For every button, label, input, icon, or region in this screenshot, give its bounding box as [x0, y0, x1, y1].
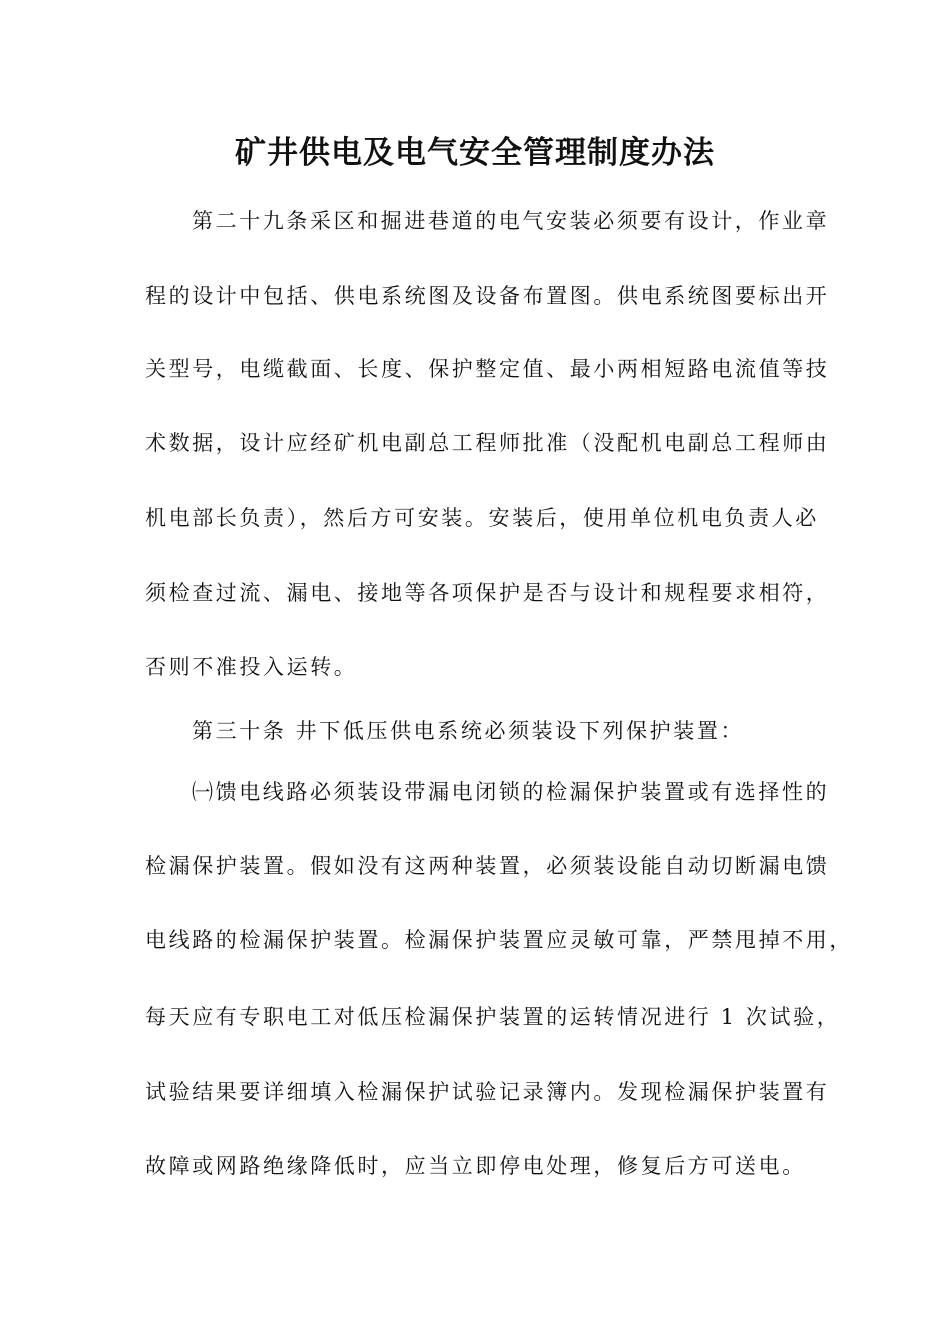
- paragraph-line: 第二十九条采区和掘进巷道的电气安装必须要有设计，作业章: [192, 209, 830, 233]
- paragraph-line: 试验结果要详细填入检漏保护试验记录簿内。发现检漏保护装置有: [145, 1080, 830, 1104]
- paragraph-line: 电线路的检漏保护装置。检漏保护装置应灵敏可靠，严禁甩掉不用，: [145, 928, 853, 952]
- paragraph-line: 第三十条 井下低压供电系统必须装设下列保护装置：: [192, 719, 745, 743]
- paragraph-line: 关型号，电缆截面、长度、保护整定值、最小两相短路电流值等技: [145, 357, 830, 381]
- document-title: 矿井供电及电气安全管理制度办法: [235, 135, 715, 171]
- paragraph-line: ㈠馈电线路必须装设带漏电闭锁的检漏保护装置或有选择性的: [192, 780, 830, 804]
- paragraph-line: 检漏保护装置。假如没有这两种装置，必须装设能自动切断漏电馈: [145, 854, 830, 878]
- paragraph-line: 否则不准投入运转。: [145, 655, 358, 679]
- paragraph-line: 故障或网路绝缘降低时，应当立即停电处理，修复后方可送电。: [145, 1154, 806, 1178]
- paragraph-line: 须检查过流、漏电、接地等各项保护是否与设计和规程要求相符，: [145, 581, 830, 605]
- paragraph-line: 机电部长负责），然后方可安装。安装后，使用单位机电负责人必: [145, 506, 819, 530]
- paragraph-line: 术数据，设计应经矿机电副总工程师批准（没配机电副总工程师由: [145, 431, 830, 455]
- paragraph-line: 程的设计中包括、供电系统图及设备布置图。供电系统图要标出开: [145, 284, 830, 308]
- paragraph-line: 每天应有专职电工对低压检漏保护装置的运转情况进行 1 次试验，: [145, 1005, 841, 1029]
